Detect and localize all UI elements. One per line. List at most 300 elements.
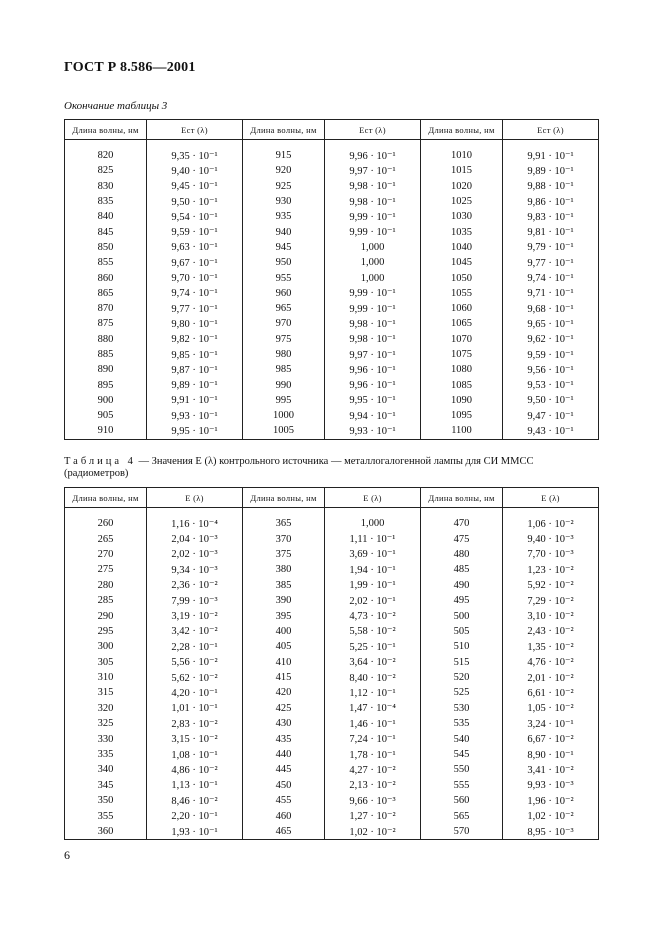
wavelength-cell: 980 bbox=[243, 347, 325, 362]
value-cell: 7,24 · 10⁻¹ bbox=[325, 731, 421, 746]
wavelength-cell: 510 bbox=[421, 639, 503, 654]
value-cell: 9,74 · 10⁻¹ bbox=[147, 286, 243, 301]
table-row bbox=[65, 639, 599, 654]
wavelength-cell: 1030 bbox=[421, 209, 503, 224]
wavelength-cell: 1035 bbox=[421, 224, 503, 239]
wavelength-cell: 385 bbox=[243, 578, 325, 593]
value-cell: 9,93 · 10⁻¹ bbox=[147, 408, 243, 423]
wavelength-cell: 1065 bbox=[421, 316, 503, 331]
wavelength-cell: 270 bbox=[65, 547, 147, 562]
wavelength-cell: 450 bbox=[243, 778, 325, 793]
value-cell: 5,62 · 10⁻² bbox=[147, 670, 243, 685]
wavelength-cell: 295 bbox=[65, 624, 147, 639]
value-cell: 4,76 · 10⁻² bbox=[503, 655, 599, 670]
table4-caption-text: — Значения E (λ) контрольного источника — металлогалогенной лампы для СИ ММСС (радиометров) bbox=[64, 456, 534, 479]
value-cell: 5,92 · 10⁻² bbox=[503, 578, 599, 593]
value-cell: 9,96 · 10⁻¹ bbox=[325, 362, 421, 377]
value-cell: 9,93 · 10⁻³ bbox=[503, 778, 599, 793]
wavelength-cell: 910 bbox=[65, 423, 147, 439]
value-cell: 9,97 · 10⁻¹ bbox=[325, 163, 421, 178]
value-cell: 1,12 · 10⁻¹ bbox=[325, 685, 421, 700]
value-cell: 3,64 · 10⁻² bbox=[325, 655, 421, 670]
table-row bbox=[65, 562, 599, 577]
table4-caption bbox=[64, 456, 598, 480]
table-row bbox=[65, 286, 599, 301]
value-cell: 9,98 · 10⁻¹ bbox=[325, 332, 421, 347]
wavelength-cell: 840 bbox=[65, 209, 147, 224]
wavelength-cell: 350 bbox=[65, 793, 147, 808]
table-row bbox=[65, 148, 599, 163]
value-cell: 1,96 · 10⁻² bbox=[503, 793, 599, 808]
wavelength-cell: 1015 bbox=[421, 163, 503, 178]
wavelength-cell: 860 bbox=[65, 270, 147, 285]
value-cell: 1,94 · 10⁻¹ bbox=[325, 562, 421, 577]
wavelength-cell: 455 bbox=[243, 793, 325, 808]
table-row bbox=[65, 209, 599, 224]
value-cell: 9,65 · 10⁻¹ bbox=[503, 316, 599, 331]
wavelength-cell: 830 bbox=[65, 179, 147, 194]
table-row bbox=[65, 362, 599, 377]
wavelength-cell: 460 bbox=[243, 808, 325, 823]
value-cell: 9,45 · 10⁻¹ bbox=[147, 179, 243, 194]
table-row bbox=[65, 747, 599, 762]
value-cell: 9,98 · 10⁻¹ bbox=[325, 194, 421, 209]
table-row bbox=[65, 408, 599, 423]
wavelength-cell: 1040 bbox=[421, 240, 503, 255]
table-row bbox=[65, 824, 599, 840]
value-cell: 5,58 · 10⁻² bbox=[325, 624, 421, 639]
wavelength-cell: 970 bbox=[243, 316, 325, 331]
table-row bbox=[65, 301, 599, 316]
wavelength-cell: 1005 bbox=[243, 423, 325, 439]
value-cell: 1,06 · 10⁻² bbox=[503, 516, 599, 531]
value-cell: 9,93 · 10⁻¹ bbox=[325, 423, 421, 439]
value-cell: 9,43 · 10⁻¹ bbox=[503, 423, 599, 439]
wavelength-cell: 960 bbox=[243, 286, 325, 301]
wavelength-cell: 925 bbox=[243, 179, 325, 194]
value-cell: 2,04 · 10⁻³ bbox=[147, 531, 243, 546]
value-cell: 9,86 · 10⁻¹ bbox=[503, 194, 599, 209]
value-cell: 2,83 · 10⁻² bbox=[147, 716, 243, 731]
value-cell: 1,16 · 10⁻⁴ bbox=[147, 516, 243, 531]
table-row bbox=[65, 270, 599, 285]
value-cell: 9,56 · 10⁻¹ bbox=[503, 362, 599, 377]
value-cell: 1,01 · 10⁻¹ bbox=[147, 701, 243, 716]
value-cell: 9,95 · 10⁻¹ bbox=[325, 393, 421, 408]
table3-header-cell: Eст (λ) bbox=[325, 120, 421, 140]
wavelength-cell: 420 bbox=[243, 685, 325, 700]
table3-header-cell: Длина волны, нм bbox=[243, 120, 325, 140]
wavelength-cell: 1070 bbox=[421, 332, 503, 347]
value-cell: 9,80 · 10⁻¹ bbox=[147, 316, 243, 331]
table-row bbox=[65, 593, 599, 608]
wavelength-cell: 410 bbox=[243, 655, 325, 670]
value-cell: 9,99 · 10⁻¹ bbox=[325, 209, 421, 224]
wavelength-cell: 340 bbox=[65, 762, 147, 777]
wavelength-cell: 475 bbox=[421, 531, 503, 546]
table3 bbox=[64, 119, 599, 440]
value-cell: 1,000 bbox=[325, 516, 421, 531]
value-cell: 7,99 · 10⁻³ bbox=[147, 593, 243, 608]
wavelength-cell: 315 bbox=[65, 685, 147, 700]
wavelength-cell: 875 bbox=[65, 316, 147, 331]
wavelength-cell: 870 bbox=[65, 301, 147, 316]
value-cell: 3,41 · 10⁻² bbox=[503, 762, 599, 777]
table4-header-row bbox=[65, 488, 599, 508]
table-row bbox=[65, 393, 599, 408]
value-cell: 6,67 · 10⁻² bbox=[503, 731, 599, 746]
wavelength-cell: 435 bbox=[243, 731, 325, 746]
value-cell: 9,79 · 10⁻¹ bbox=[503, 240, 599, 255]
wavelength-cell: 550 bbox=[421, 762, 503, 777]
table4-header-cell: Длина волны, нм bbox=[65, 488, 147, 508]
value-cell: 9,98 · 10⁻¹ bbox=[325, 316, 421, 331]
wavelength-cell: 850 bbox=[65, 240, 147, 255]
value-cell: 9,53 · 10⁻¹ bbox=[503, 377, 599, 392]
wavelength-cell: 330 bbox=[65, 731, 147, 746]
value-cell: 2,02 · 10⁻¹ bbox=[325, 593, 421, 608]
value-cell: 9,40 · 10⁻³ bbox=[503, 531, 599, 546]
table-row bbox=[65, 194, 599, 209]
value-cell: 9,74 · 10⁻¹ bbox=[503, 270, 599, 285]
wavelength-cell: 405 bbox=[243, 639, 325, 654]
table3-header-cell: Длина волны, нм bbox=[65, 120, 147, 140]
table-row bbox=[65, 332, 599, 347]
wavelength-cell: 1100 bbox=[421, 423, 503, 439]
wavelength-cell: 280 bbox=[65, 578, 147, 593]
value-cell: 8,90 · 10⁻¹ bbox=[503, 747, 599, 762]
table4-header-cell: Длина волны, нм bbox=[243, 488, 325, 508]
wavelength-cell: 1080 bbox=[421, 362, 503, 377]
value-cell: 1,23 · 10⁻² bbox=[503, 562, 599, 577]
value-cell: 9,82 · 10⁻¹ bbox=[147, 332, 243, 347]
wavelength-cell: 900 bbox=[65, 393, 147, 408]
value-cell: 8,40 · 10⁻² bbox=[325, 670, 421, 685]
wavelength-cell: 945 bbox=[243, 240, 325, 255]
table-row bbox=[65, 608, 599, 623]
value-cell: 9,68 · 10⁻¹ bbox=[503, 301, 599, 316]
value-cell: 2,13 · 10⁻² bbox=[325, 778, 421, 793]
wavelength-cell: 1000 bbox=[243, 408, 325, 423]
wavelength-cell: 425 bbox=[243, 701, 325, 716]
value-cell: 9,34 · 10⁻³ bbox=[147, 562, 243, 577]
value-cell: 7,70 · 10⁻³ bbox=[503, 547, 599, 562]
wavelength-cell: 535 bbox=[421, 716, 503, 731]
wavelength-cell: 440 bbox=[243, 747, 325, 762]
wavelength-cell: 950 bbox=[243, 255, 325, 270]
table-row bbox=[65, 793, 599, 808]
value-cell: 9,89 · 10⁻¹ bbox=[147, 377, 243, 392]
value-cell: 9,50 · 10⁻¹ bbox=[503, 393, 599, 408]
table-row bbox=[65, 516, 599, 531]
value-cell: 1,08 · 10⁻¹ bbox=[147, 747, 243, 762]
wavelength-cell: 965 bbox=[243, 301, 325, 316]
value-cell: 2,20 · 10⁻¹ bbox=[147, 808, 243, 823]
value-cell: 3,69 · 10⁻¹ bbox=[325, 547, 421, 562]
value-cell: 2,01 · 10⁻² bbox=[503, 670, 599, 685]
value-cell: 9,99 · 10⁻¹ bbox=[325, 301, 421, 316]
value-cell: 3,10 · 10⁻² bbox=[503, 608, 599, 623]
table4-body bbox=[65, 508, 599, 840]
value-cell: 1,46 · 10⁻¹ bbox=[325, 716, 421, 731]
value-cell: 4,27 · 10⁻² bbox=[325, 762, 421, 777]
wavelength-cell: 515 bbox=[421, 655, 503, 670]
value-cell: 9,98 · 10⁻¹ bbox=[325, 179, 421, 194]
value-cell: 1,78 · 10⁻¹ bbox=[325, 747, 421, 762]
table-row bbox=[65, 762, 599, 777]
value-cell: 1,02 · 10⁻² bbox=[503, 808, 599, 823]
wavelength-cell: 380 bbox=[243, 562, 325, 577]
value-cell: 1,93 · 10⁻¹ bbox=[147, 824, 243, 840]
value-cell: 5,25 · 10⁻¹ bbox=[325, 639, 421, 654]
wavelength-cell: 1055 bbox=[421, 286, 503, 301]
wavelength-cell: 990 bbox=[243, 377, 325, 392]
value-cell: 3,24 · 10⁻¹ bbox=[503, 716, 599, 731]
wavelength-cell: 1095 bbox=[421, 408, 503, 423]
table-row bbox=[65, 731, 599, 746]
value-cell: 9,97 · 10⁻¹ bbox=[325, 347, 421, 362]
value-cell: 9,94 · 10⁻¹ bbox=[325, 408, 421, 423]
wavelength-cell: 375 bbox=[243, 547, 325, 562]
table-row bbox=[65, 316, 599, 331]
value-cell: 2,02 · 10⁻³ bbox=[147, 547, 243, 562]
wavelength-cell: 560 bbox=[421, 793, 503, 808]
value-cell: 1,47 · 10⁻⁴ bbox=[325, 701, 421, 716]
wavelength-cell: 1050 bbox=[421, 270, 503, 285]
value-cell: 2,28 · 10⁻¹ bbox=[147, 639, 243, 654]
value-cell: 1,000 bbox=[325, 270, 421, 285]
table4-header-cell: E (λ) bbox=[147, 488, 243, 508]
value-cell: 9,59 · 10⁻¹ bbox=[503, 347, 599, 362]
value-cell: 1,11 · 10⁻¹ bbox=[325, 531, 421, 546]
table-row bbox=[65, 716, 599, 731]
value-cell: 3,42 · 10⁻² bbox=[147, 624, 243, 639]
table-row bbox=[65, 547, 599, 562]
wavelength-cell: 485 bbox=[421, 562, 503, 577]
value-cell: 1,27 · 10⁻² bbox=[325, 808, 421, 823]
wavelength-cell: 545 bbox=[421, 747, 503, 762]
wavelength-cell: 1025 bbox=[421, 194, 503, 209]
wavelength-cell: 905 bbox=[65, 408, 147, 423]
wavelength-cell: 935 bbox=[243, 209, 325, 224]
value-cell: 3,19 · 10⁻² bbox=[147, 608, 243, 623]
wavelength-cell: 345 bbox=[65, 778, 147, 793]
value-cell: 1,000 bbox=[325, 240, 421, 255]
wavelength-cell: 400 bbox=[243, 624, 325, 639]
table-row bbox=[65, 224, 599, 239]
wavelength-cell: 365 bbox=[243, 516, 325, 531]
wavelength-cell: 490 bbox=[421, 578, 503, 593]
value-cell: 9,77 · 10⁻¹ bbox=[147, 301, 243, 316]
wavelength-cell: 915 bbox=[243, 148, 325, 163]
wavelength-cell: 370 bbox=[243, 531, 325, 546]
table-row bbox=[65, 255, 599, 270]
table-row bbox=[65, 808, 599, 823]
table-row bbox=[65, 701, 599, 716]
wavelength-cell: 530 bbox=[421, 701, 503, 716]
wavelength-cell: 1090 bbox=[421, 393, 503, 408]
value-cell: 9,47 · 10⁻¹ bbox=[503, 408, 599, 423]
table3-header-cell: Длина волны, нм bbox=[421, 120, 503, 140]
value-cell: 9,89 · 10⁻¹ bbox=[503, 163, 599, 178]
wavelength-cell: 260 bbox=[65, 516, 147, 531]
value-cell: 1,000 bbox=[325, 255, 421, 270]
wavelength-cell: 500 bbox=[421, 608, 503, 623]
wavelength-cell: 895 bbox=[65, 377, 147, 392]
value-cell: 8,95 · 10⁻³ bbox=[503, 824, 599, 840]
value-cell: 9,87 · 10⁻¹ bbox=[147, 362, 243, 377]
wavelength-cell: 975 bbox=[243, 332, 325, 347]
table-row bbox=[65, 578, 599, 593]
wavelength-cell: 920 bbox=[243, 163, 325, 178]
wavelength-cell: 1020 bbox=[421, 179, 503, 194]
value-cell: 9,99 · 10⁻¹ bbox=[325, 286, 421, 301]
value-cell: 9,66 · 10⁻³ bbox=[325, 793, 421, 808]
value-cell: 9,59 · 10⁻¹ bbox=[147, 224, 243, 239]
value-cell: 9,35 · 10⁻¹ bbox=[147, 148, 243, 163]
wavelength-cell: 335 bbox=[65, 747, 147, 762]
value-cell: 9,70 · 10⁻¹ bbox=[147, 270, 243, 285]
wavelength-cell: 985 bbox=[243, 362, 325, 377]
value-cell: 9,91 · 10⁻¹ bbox=[147, 393, 243, 408]
wavelength-cell: 265 bbox=[65, 531, 147, 546]
value-cell: 9,67 · 10⁻¹ bbox=[147, 255, 243, 270]
value-cell: 1,35 · 10⁻² bbox=[503, 639, 599, 654]
table-row bbox=[65, 163, 599, 178]
value-cell: 9,50 · 10⁻¹ bbox=[147, 194, 243, 209]
value-cell: 9,96 · 10⁻¹ bbox=[325, 377, 421, 392]
wavelength-cell: 940 bbox=[243, 224, 325, 239]
value-cell: 9,88 · 10⁻¹ bbox=[503, 179, 599, 194]
value-cell: 2,43 · 10⁻² bbox=[503, 624, 599, 639]
table4 bbox=[64, 487, 599, 840]
wavelength-cell: 520 bbox=[421, 670, 503, 685]
table-row bbox=[65, 655, 599, 670]
value-cell: 9,95 · 10⁻¹ bbox=[147, 423, 243, 439]
wavelength-cell: 320 bbox=[65, 701, 147, 716]
table4-header-cell: E (λ) bbox=[503, 488, 599, 508]
wavelength-cell: 555 bbox=[421, 778, 503, 793]
table-row bbox=[65, 531, 599, 546]
wavelength-cell: 835 bbox=[65, 194, 147, 209]
wavelength-cell: 465 bbox=[243, 824, 325, 840]
value-cell: 9,71 · 10⁻¹ bbox=[503, 286, 599, 301]
value-cell: 1,99 · 10⁻¹ bbox=[325, 578, 421, 593]
table3-header-cell: Eст (λ) bbox=[503, 120, 599, 140]
wavelength-cell: 565 bbox=[421, 808, 503, 823]
value-cell: 7,29 · 10⁻² bbox=[503, 593, 599, 608]
wavelength-cell: 430 bbox=[243, 716, 325, 731]
table-row bbox=[65, 377, 599, 392]
table4-caption-label: Таблица 4 bbox=[64, 456, 136, 467]
value-cell: 9,85 · 10⁻¹ bbox=[147, 347, 243, 362]
page-number: 6 bbox=[64, 848, 70, 862]
wavelength-cell: 1075 bbox=[421, 347, 503, 362]
value-cell: 9,99 · 10⁻¹ bbox=[325, 224, 421, 239]
wavelength-cell: 1045 bbox=[421, 255, 503, 270]
wavelength-cell: 880 bbox=[65, 332, 147, 347]
wavelength-cell: 415 bbox=[243, 670, 325, 685]
value-cell: 8,46 · 10⁻² bbox=[147, 793, 243, 808]
wavelength-cell: 570 bbox=[421, 824, 503, 840]
wavelength-cell: 300 bbox=[65, 639, 147, 654]
table4-header-cell: E (λ) bbox=[325, 488, 421, 508]
wavelength-cell: 285 bbox=[65, 593, 147, 608]
value-cell: 1,05 · 10⁻² bbox=[503, 701, 599, 716]
value-cell: 3,15 · 10⁻² bbox=[147, 731, 243, 746]
wavelength-cell: 995 bbox=[243, 393, 325, 408]
wavelength-cell: 845 bbox=[65, 224, 147, 239]
table3-header-cell: Eст (λ) bbox=[147, 120, 243, 140]
wavelength-cell: 930 bbox=[243, 194, 325, 209]
wavelength-cell: 865 bbox=[65, 286, 147, 301]
wavelength-cell: 1010 bbox=[421, 148, 503, 163]
wavelength-cell: 360 bbox=[65, 824, 147, 840]
table3-body bbox=[65, 140, 599, 440]
wavelength-cell: 305 bbox=[65, 655, 147, 670]
document-header: ГОСТ Р 8.586—2001 bbox=[64, 60, 196, 75]
wavelength-cell: 395 bbox=[243, 608, 325, 623]
table-row bbox=[65, 240, 599, 255]
wavelength-cell: 325 bbox=[65, 716, 147, 731]
value-cell: 2,36 · 10⁻² bbox=[147, 578, 243, 593]
wavelength-cell: 890 bbox=[65, 362, 147, 377]
value-cell: 9,81 · 10⁻¹ bbox=[503, 224, 599, 239]
wavelength-cell: 290 bbox=[65, 608, 147, 623]
wavelength-cell: 480 bbox=[421, 547, 503, 562]
wavelength-cell: 820 bbox=[65, 148, 147, 163]
value-cell: 4,73 · 10⁻² bbox=[325, 608, 421, 623]
table4-header-cell: Длина волны, нм bbox=[421, 488, 503, 508]
wavelength-cell: 310 bbox=[65, 670, 147, 685]
wavelength-cell: 390 bbox=[243, 593, 325, 608]
value-cell: 5,56 · 10⁻² bbox=[147, 655, 243, 670]
wavelength-cell: 470 bbox=[421, 516, 503, 531]
wavelength-cell: 1085 bbox=[421, 377, 503, 392]
wavelength-cell: 525 bbox=[421, 685, 503, 700]
table-row bbox=[65, 685, 599, 700]
value-cell: 9,96 · 10⁻¹ bbox=[325, 148, 421, 163]
wavelength-cell: 885 bbox=[65, 347, 147, 362]
value-cell: 9,83 · 10⁻¹ bbox=[503, 209, 599, 224]
table-row bbox=[65, 347, 599, 362]
value-cell: 9,54 · 10⁻¹ bbox=[147, 209, 243, 224]
value-cell: 9,91 · 10⁻¹ bbox=[503, 148, 599, 163]
table-row bbox=[65, 179, 599, 194]
table3-header-row bbox=[65, 120, 599, 140]
wavelength-cell: 505 bbox=[421, 624, 503, 639]
value-cell: 1,13 · 10⁻¹ bbox=[147, 778, 243, 793]
table-row bbox=[65, 778, 599, 793]
wavelength-cell: 540 bbox=[421, 731, 503, 746]
wavelength-cell: 275 bbox=[65, 562, 147, 577]
wavelength-cell: 445 bbox=[243, 762, 325, 777]
value-cell: 1,02 · 10⁻² bbox=[325, 824, 421, 840]
table-row bbox=[65, 670, 599, 685]
table3-caption: Окончание таблицы 3 bbox=[64, 100, 168, 112]
value-cell: 4,20 · 10⁻¹ bbox=[147, 685, 243, 700]
value-cell: 9,62 · 10⁻¹ bbox=[503, 332, 599, 347]
table-row bbox=[65, 624, 599, 639]
wavelength-cell: 955 bbox=[243, 270, 325, 285]
value-cell: 9,63 · 10⁻¹ bbox=[147, 240, 243, 255]
value-cell: 4,86 · 10⁻² bbox=[147, 762, 243, 777]
value-cell: 9,77 · 10⁻¹ bbox=[503, 255, 599, 270]
value-cell: 6,61 · 10⁻² bbox=[503, 685, 599, 700]
wavelength-cell: 855 bbox=[65, 255, 147, 270]
wavelength-cell: 355 bbox=[65, 808, 147, 823]
wavelength-cell: 1060 bbox=[421, 301, 503, 316]
